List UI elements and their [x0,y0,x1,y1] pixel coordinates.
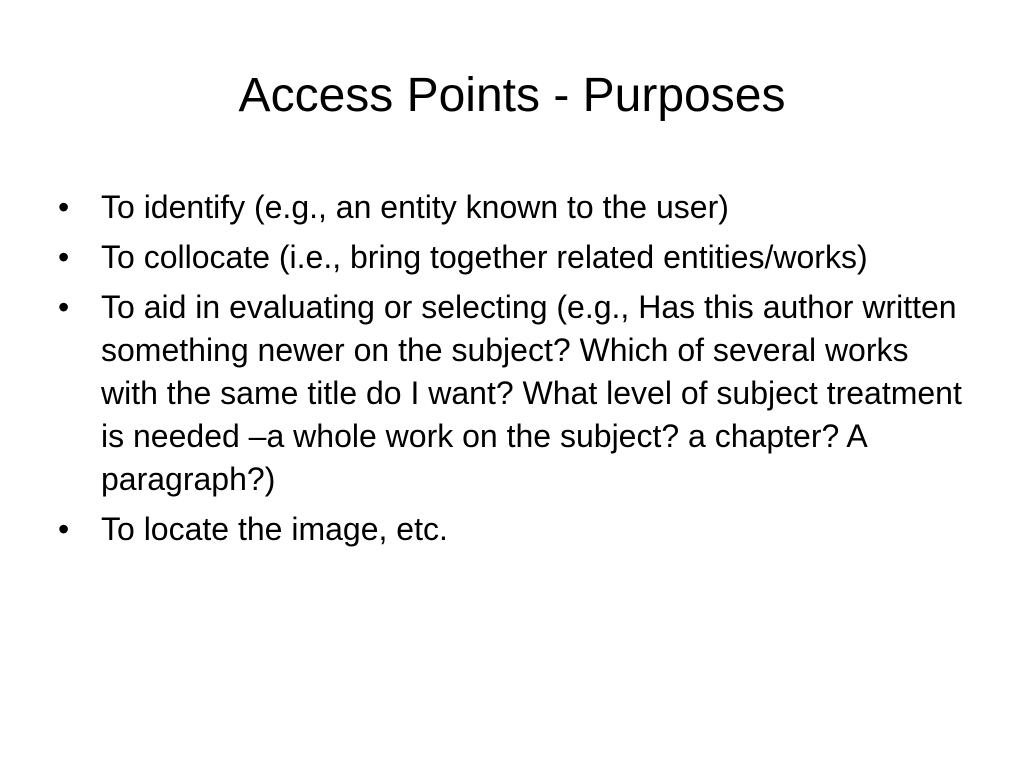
bullet-item [58,286,964,501]
bullet-item [58,508,964,551]
bullet-icon: • [58,189,70,225]
bullet-item [58,236,964,279]
slide-title: Access Points - Purposes [238,69,786,122]
bullet-icon: • [58,289,70,325]
bullet-list [58,186,964,558]
bullet-item [58,186,964,229]
bullet-text: To aid in evaluating or selecting (e.g., Has this author written something newer on the subject? Which of several works with the same title do I want? What level of subject treatment is needed –a whole work on the subject? a chapter? A paragraph?) [101,289,962,497]
bullet-text: To locate the image, etc. [101,511,448,547]
bullet-icon: • [58,239,70,275]
bullet-text: To identify (e.g., an entity known to the user) [101,189,729,225]
bullet-icon: • [58,511,70,547]
bullet-text: To collocate (i.e., bring together related entities/works) [101,239,868,275]
